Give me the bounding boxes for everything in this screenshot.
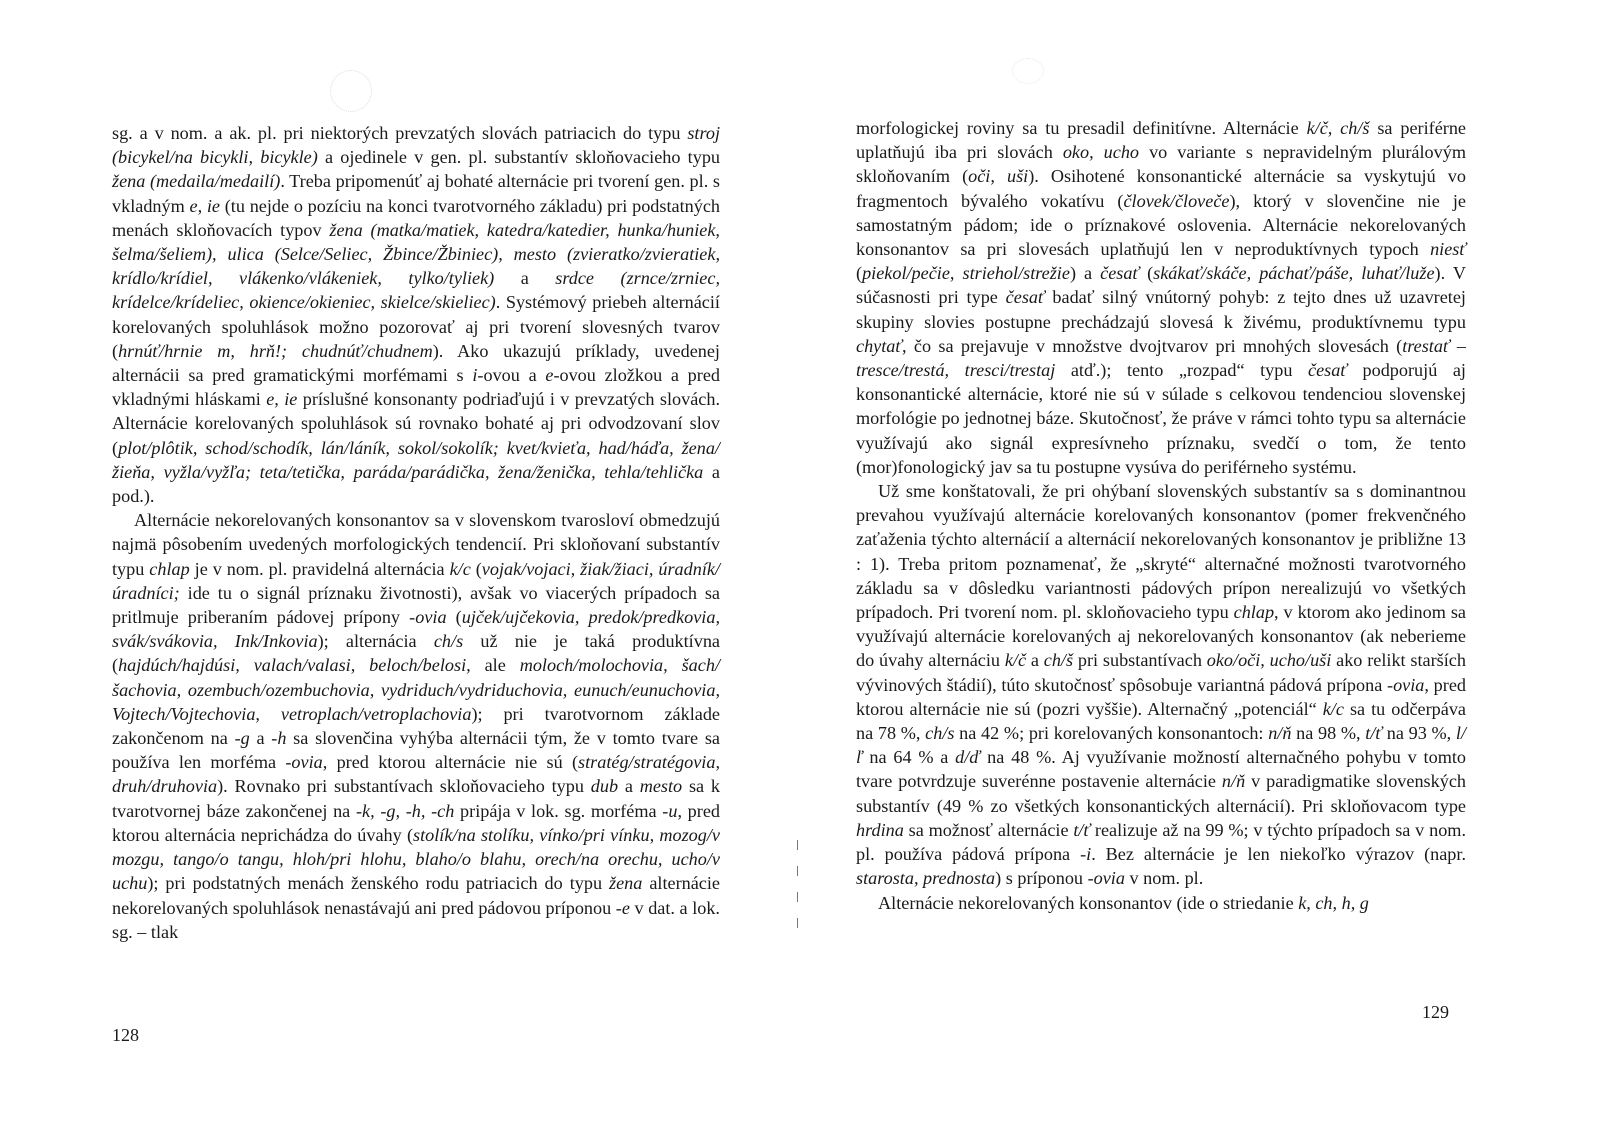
text-run: . Bez alternácie je len niekoľko výrazov (napr. xyxy=(1091,844,1466,865)
text-run: ) a xyxy=(1069,263,1101,284)
page-number: 129 xyxy=(1422,1002,1449,1022)
text-run: ). Ako ukazujú príklady, uvedenej alternácii sa pred gramatickými morfémami s xyxy=(112,340,720,386)
italic-run: e, ie xyxy=(189,195,220,216)
left-page-body xyxy=(112,121,720,944)
text-run: Alternácie nekorelovaných konsonantov (ide o striedanie xyxy=(878,892,1299,913)
italic-run: vojak/vojaci, žiak/žiaci, úradník/úradníci; xyxy=(112,558,720,603)
text-run: podporujú aj konsonantické alternácie, ktoré nie sú v súlade s celkovou tendenciou slovenskej morfológie po jednotnej báze. Skutočnosť, že práve v rámci tohto typu sa alternácie využívajú ako signál expresívneho príznaku, svedčí o tom, že tento (mor)fonologický jav sa tu postupne vysúva do periférneho systému. xyxy=(856,360,1466,477)
italic-run: -u xyxy=(662,800,678,821)
italic-run: -ovia xyxy=(1387,674,1425,695)
text-run: na 93 %, xyxy=(1382,723,1456,744)
italic-run: hajdúch/hajdúsi, valach/valasi, beloch/belosi, xyxy=(118,655,471,676)
italic-run: srdce (zrnce/zrniec, krídelce/krídeliec, okience/okieniec, skielce/skieliec) xyxy=(112,268,720,313)
italic-run: ujček/ujčekovia, predok/predkovia, svák/svákovia, Ink/Inkovia xyxy=(112,607,721,652)
paragraph xyxy=(112,121,720,508)
italic-run: i xyxy=(472,365,478,386)
text-run: ( xyxy=(446,607,462,628)
text-run: príslušné konsonanty podriaďujú i v prevzatých slovách. Alternácie korelovaných spoluhlások sú rovnako bohaté aj pri odvodzovaní slov ( xyxy=(112,389,720,458)
italic-run: piekol/pečie, striehol/strežie xyxy=(862,263,1070,284)
text-run: v paradigmatike slovenských substantív (49 % zo všetkých konsonantických alternácií). Pri skloňovacom type xyxy=(856,771,1466,816)
text-run: Alternácie nekorelovaných konsonantov sa v slovenskom tvarosloví obmedzujú najmä pôsobením uvedených morfologických tendencií. Pri skloňovaní substantív typu xyxy=(112,510,720,579)
right-page-body xyxy=(856,116,1466,915)
text-run: -ovou zložkou a pred vkladnými hláskami xyxy=(112,365,720,410)
text-run: . Systémový priebeh alternácií korelovaných spoluhlások možno pozorovať aj pri tvorení slovesných tvarov ( xyxy=(112,292,720,361)
paragraph xyxy=(112,508,720,944)
text-run: ide tu o signál príznaku životnosti), avšak vo viacerých prípadoch sa pritlmuje priberaním pádovej prípony xyxy=(112,582,720,628)
text-run: ako relikt starších vývinových štádií), túto skutočnosť spôsobuje variantná pádová prípona xyxy=(856,650,1466,695)
text-run: v dat. a lok. sg. – tlak xyxy=(112,897,720,942)
italic-run: chlap xyxy=(1233,602,1275,623)
italic-run: k/č, ch/š xyxy=(1306,118,1370,138)
text-run: ). Osihotené konsonantické alternácie sa vyskytujú vo fragmentoch bývalého vokatívu ( xyxy=(856,166,1466,211)
italic-run: stroj (bicykel/na bicykli, bicykle) xyxy=(112,123,720,168)
text-run: a xyxy=(249,728,272,749)
text-run: sa periférne uplatňujú iba pri slovách xyxy=(856,118,1467,163)
text-run: sa k tvarotvornej báze zakončenej na xyxy=(112,776,720,821)
italic-run: ch/s xyxy=(433,631,464,652)
text-run: atď.); tento „rozpad“ typu xyxy=(1055,360,1309,381)
italic-run: dub xyxy=(590,776,619,797)
italic-run: česať xyxy=(1100,263,1140,284)
text-run: a pod.). xyxy=(112,461,720,507)
italic-run: česať xyxy=(1005,287,1045,308)
italic-run: k/c xyxy=(1322,698,1344,719)
italic-run: -ovia xyxy=(285,752,323,773)
italic-run: česať xyxy=(1308,360,1347,381)
text-run: badať silný vnútorný pohyb: z tejto dnes už uzavretej skupiny slovies postupne prechádzajú slovesá k živému, produktívnemu typu xyxy=(856,287,1466,332)
italic-run: chytať xyxy=(856,335,903,356)
italic-run: žena (matka/matiek, katedra/katedier, hunka/huniek, šelma/šeliem), ulica (Selce/Seliec, Žbince/Žbiniec), mesto (zvieratko/zvieratiek, krídlo/krídiel, vlákenko/vlákeniek, tylko/tyliek) xyxy=(112,219,720,289)
italic-run: stolík/na stolíku, vínko/pri vínku, mozog/v mozgu, tango/o tangu, hloh/pri hlohu, blaho/o blahu, orech/na orechu, ucho/v uchu xyxy=(112,824,720,894)
text-run: ( xyxy=(1139,263,1154,284)
italic-run: t/ť xyxy=(1365,723,1383,744)
paragraph xyxy=(856,116,1466,479)
text-run: sg. a v nom. a ak. pl. pri niektorých prevzatých slovách patriacich do typu xyxy=(112,123,688,143)
italic-run: -e xyxy=(615,897,630,918)
text-run: sa tu odčerpáva na 78 %, xyxy=(856,698,1466,744)
page-number: 128 xyxy=(112,1025,139,1045)
italic-run: k, ch, h, g xyxy=(1298,892,1369,913)
italic-run: -i xyxy=(1080,844,1092,865)
text-run: ( xyxy=(470,558,482,579)
text-run: , pred ktorou alternácie nie sú (pozri vyššie). Alternačný „potenciál“ xyxy=(856,674,1466,719)
italic-run: ch/s xyxy=(925,723,955,744)
text-run: pri substantívach xyxy=(1073,650,1207,671)
italic-run: chlap xyxy=(149,558,190,579)
italic-run: -k, -g, -h, -ch xyxy=(355,800,455,821)
text-run: na 98 %, xyxy=(1291,723,1366,744)
text-run: a xyxy=(1026,650,1044,671)
text-run: na 48 %. Aj využívanie možností alternačného pohybu v tomto tvare potvrdzuje suverénne postavenie alternácie xyxy=(856,747,1466,792)
text-run: alternácie nekorelovaných spoluhlások nenastávajú ani pred pádovou príponou xyxy=(112,873,720,918)
italic-run: starosta, prednosta xyxy=(856,868,996,889)
italic-run: skákať/skáče, páchať/páše, luhať/luže xyxy=(1153,263,1435,284)
italic-run: niesť xyxy=(1430,239,1466,260)
italic-run: k/c xyxy=(449,558,471,579)
text-run: . Treba pripomenúť aj bohaté alternácie pri tvorení gen. pl. s vkladným xyxy=(112,171,720,216)
italic-run: n/ň xyxy=(1268,723,1292,744)
text-run: ); alternácia xyxy=(317,631,434,652)
text-run: už nie je taká produktívna ( xyxy=(112,631,720,676)
italic-run: e xyxy=(545,365,554,386)
italic-run: hrnúť/hrnie m, hrň!; chudnúť/chudnem xyxy=(118,340,433,361)
text-run: ); pri tvarotvornom základe zakončenom na xyxy=(112,703,720,749)
italic-run: -g xyxy=(234,728,250,749)
italic-run: žena xyxy=(609,873,643,894)
paragraph xyxy=(856,479,1466,890)
italic-run: -ovia xyxy=(409,607,447,628)
text-run: , pred ktorou alternácia neprichádza do úvahy ( xyxy=(112,800,720,845)
italic-run: -h xyxy=(271,728,287,749)
text-run: pripája v lok. sg. morféma xyxy=(454,800,663,821)
text-run: ). V súčasnosti pri type xyxy=(856,263,1466,308)
italic-run: plot/plôtik, schod/schodík, lán/láník, sokol/sokolík; kvet/kvieťa, had/háďa, žena/žieňa, vyžla/vyžľa; teta/tetička, paráda/parádička, žena/ženička, tehla/tehlička xyxy=(112,437,720,482)
italic-run: oči, uši xyxy=(968,166,1029,187)
italic-run: človek/človeče xyxy=(1123,190,1230,211)
text-run: a ojedinele v gen. pl. substantív skloňovacieho typu xyxy=(317,147,721,168)
text-run: sa možnosť alternácie xyxy=(903,819,1074,840)
text-run: na 42 %; pri korelovaných konsonantoch: xyxy=(954,723,1269,744)
text-run: a xyxy=(494,268,556,289)
italic-run: mesto xyxy=(639,776,683,797)
text-run: je v nom. pl. pravidelná alternácia xyxy=(189,558,450,579)
italic-run: n/ň xyxy=(1221,771,1246,792)
right-page xyxy=(800,0,1600,1133)
italic-run: hrdina xyxy=(856,819,904,840)
text-run: ); pri podstatných menách ženského rodu patriacich do typu xyxy=(147,873,610,894)
paragraph xyxy=(856,891,1466,915)
text-run: ). Rovnako pri substantívach skloňovacieho typu xyxy=(217,776,591,797)
text-run: ale xyxy=(470,655,520,676)
italic-run: žena (medaila/medailí) xyxy=(112,171,281,192)
italic-run: oko, ucho xyxy=(1062,142,1140,163)
italic-run: stratég/stratégovia, druh/druhovia xyxy=(112,752,720,797)
text-run: ) s príponou xyxy=(995,868,1088,889)
text-run: -ovou a xyxy=(477,365,546,386)
text-run: ( xyxy=(856,263,863,284)
text-run: morfologickej roviny sa tu presadil definitívne. Alternácie xyxy=(856,118,1307,138)
italic-run: ch/š xyxy=(1043,650,1074,671)
italic-run: -ovia xyxy=(1087,868,1125,889)
italic-run: e, ie xyxy=(266,389,298,410)
text-run: , čo sa prejavuje v množstve dvojtvarov pri mnohých slovesách ( xyxy=(902,335,1403,356)
text-run: na 64 % a xyxy=(862,747,956,768)
text-run: Už sme konštatovali, že pri ohýbaní slovenských substantív sa s dominantnou prevahou využívajú alternácie korelovaných konsonantov (pomer frekvenčného zaťaženia týchto alternácií a alternácií nekorelovaných konsonantov je približne 13 : 1). Treba pritom poznamenať, že „skryté“ alternačné možnosti tvarotvorného základu sa v dôsledku variantnosti pádových prípon nerealizujú vo všetkých prípadoch. Pri tvorení nom. pl. skloňovacieho typu xyxy=(856,481,1466,623)
italic-run: d/ď xyxy=(955,747,981,768)
text-run: (tu nejde o pozíciu na konci tvarotvorného základu) pri podstatných menách skloňovacích typov xyxy=(112,195,720,240)
italic-run: oko/oči, ucho/uši xyxy=(1206,650,1332,671)
text-run: v nom. pl. xyxy=(1124,868,1204,889)
text-run: sa slovenčina vyhýba alternácii tým, že v tomto tvare sa používa len morféma xyxy=(112,728,720,773)
text-run: realizuje až na 99 %; v týchto prípadoch sa v nom. pl. používa pádová prípona xyxy=(856,819,1466,865)
text-run: , v ktorom ako jedinom sa využívajú alternácie korelovaných aj nekorelovaných konsonantov (ak neberieme do úvahy alternáciu xyxy=(856,602,1466,671)
italic-run: l/ľ xyxy=(856,723,1466,768)
text-run: a xyxy=(618,776,640,797)
text-run: vo variante s nepravidelným plurálovým skloňovaním ( xyxy=(856,142,1466,187)
text-run: , pred ktorou alternácie nie sú ( xyxy=(322,752,579,773)
ink-smudge xyxy=(1012,58,1044,84)
italic-run: trestať – tresce/trestá, tresci/trestaj xyxy=(856,335,1466,381)
text-run: ), ktorý v slovenčine nie je samostatným pádom; ide o príznakové oslovenia. Alternácie nekorelovaných konsonantov sa pri slovesách uplatňujú len v neproduktívnych typoch xyxy=(856,190,1466,260)
italic-run: moloch/molochovia, šach/šachovia, ozembuch/ozembuchovia, vydriduch/vydriduchovia, eunuch/eunuchovia, Vojtech/Vojtechovia, vetroplach/vetroplachovia xyxy=(112,655,720,724)
gutter-marks xyxy=(797,840,800,960)
italic-run: t/ť xyxy=(1073,819,1091,840)
italic-run: k/č xyxy=(1004,650,1027,671)
ink-smudge xyxy=(330,70,372,112)
